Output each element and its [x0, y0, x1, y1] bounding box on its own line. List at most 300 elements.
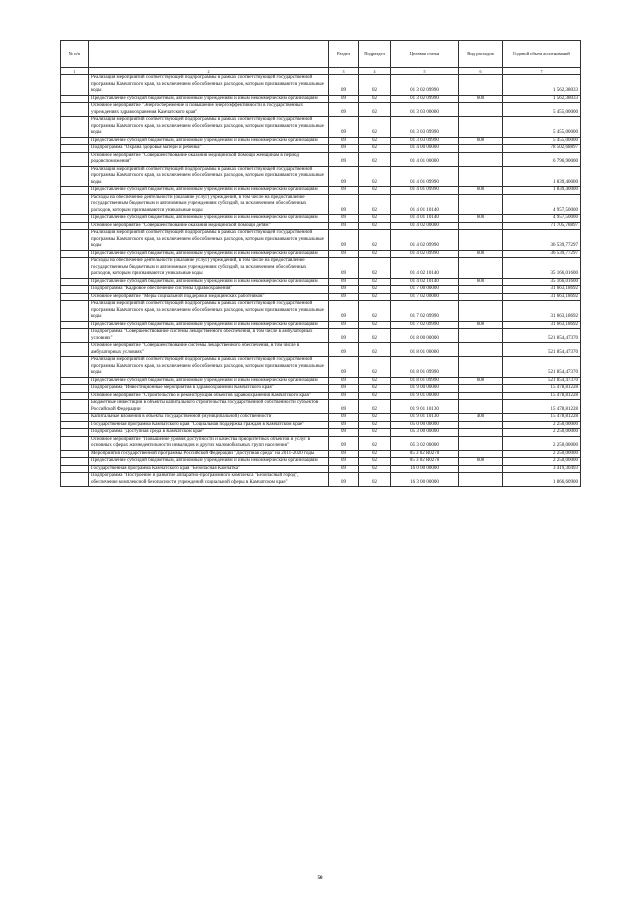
- row-section-cell: 09: [329, 230, 359, 251]
- row-number-cell: [61, 429, 89, 437]
- table-row: [61, 75, 581, 96]
- header-row: [61, 41, 581, 68]
- row-target-cell: 16 0 00 00000: [391, 465, 459, 473]
- row-expense-type-cell: [459, 152, 503, 166]
- row-subsection-cell: 02: [359, 450, 391, 458]
- row-target-cell: 01 4 02 10140: [391, 278, 459, 286]
- column-number: 7: [503, 68, 581, 75]
- row-amount-cell: 2 250,00000: [503, 421, 581, 429]
- row-expense-type-cell: [459, 258, 503, 279]
- row-section-cell: 09: [329, 75, 359, 96]
- row-target-cell: 05 3 02 R0270: [391, 458, 459, 466]
- row-expense-type-cell: [459, 194, 503, 215]
- row-expense-type-cell: 600: [459, 321, 503, 329]
- table-row: [61, 329, 581, 343]
- table-row: [61, 421, 581, 429]
- row-subsection-cell: 02: [359, 329, 391, 343]
- row-subsection-cell: 02: [359, 222, 391, 230]
- row-expense-type-cell: [459, 286, 503, 294]
- table-row: [61, 194, 581, 215]
- row-name-cell: Государственная программа Камчатского края "Социальная поддержка граждан в Камчатском крае": [89, 421, 329, 429]
- row-subsection-cell: 02: [359, 429, 391, 437]
- row-section-cell: 09: [329, 215, 359, 223]
- row-number-cell: [61, 301, 89, 322]
- row-subsection-cell: 02: [359, 392, 391, 400]
- row-section-cell: 09: [329, 286, 359, 294]
- row-target-cell: 01 3 03 00000: [391, 103, 459, 117]
- row-amount-cell: 1 562,38033: [503, 75, 581, 96]
- table-row: [61, 465, 581, 473]
- row-amount-cell: 31 663,18692: [503, 321, 581, 329]
- row-target-cell: 16 3 00 00000: [391, 473, 459, 487]
- row-expense-type-cell: 600: [459, 137, 503, 145]
- table-row: [61, 436, 581, 450]
- row-target-cell: 01 3 02 09990: [391, 95, 459, 103]
- row-amount-cell: 5 455,00000: [503, 117, 581, 138]
- table-row: [61, 137, 581, 145]
- row-section-cell: 09: [329, 117, 359, 138]
- table-row: [61, 385, 581, 393]
- row-amount-cell: 2 250,00000: [503, 429, 581, 437]
- row-subsection-cell: 02: [359, 385, 391, 393]
- row-number-cell: [61, 436, 89, 450]
- row-name-cell: Основное мероприятие "Меры социальной поддержки медицинских работников": [89, 293, 329, 301]
- row-target-cell: 01 4 02 00000: [391, 222, 459, 230]
- row-expense-type-cell: [459, 75, 503, 96]
- row-amount-cell: 5 455,00000: [503, 103, 581, 117]
- row-amount-cell: 15 478,81228: [503, 392, 581, 400]
- table-row: [61, 414, 581, 422]
- row-subsection-cell: 02: [359, 400, 391, 414]
- table-body: [61, 75, 581, 487]
- page-number: 50: [317, 876, 323, 881]
- row-amount-cell: 5 455,00000: [503, 137, 581, 145]
- row-expense-type-cell: 600: [459, 458, 503, 466]
- row-name-cell: Мероприятия государственной программы Российской Федерации "Доступная среда" на 2011-2020 годы: [89, 450, 329, 458]
- table-row: [61, 301, 581, 322]
- row-section-cell: 09: [329, 400, 359, 414]
- row-target-cell: 01 4 01 09990: [391, 187, 459, 195]
- row-amount-cell: 31 663,18692: [503, 293, 581, 301]
- row-target-cell: 05 3 02 00000: [391, 436, 459, 450]
- row-number-cell: [61, 293, 89, 301]
- row-number-cell: [61, 187, 89, 195]
- row-name-cell: Предоставление субсидий бюджетным, автономным учреждениям и иным некоммерческим организациям: [89, 95, 329, 103]
- row-number-cell: [61, 103, 89, 117]
- row-amount-cell: 1 839,40000: [503, 187, 581, 195]
- row-name-cell: Основное мероприятие "Совершенствование оказания медицинской помощи женщинам в период родовспоможения": [89, 152, 329, 166]
- row-expense-type-cell: [459, 145, 503, 153]
- row-amount-cell: 35 166,01600: [503, 258, 581, 279]
- column-number: 4: [359, 68, 391, 75]
- row-number-cell: [61, 329, 89, 343]
- row-section-cell: 09: [329, 166, 359, 187]
- row-section-cell: 09: [329, 222, 359, 230]
- row-number-cell: [61, 222, 89, 230]
- column-number: 2: [89, 68, 329, 75]
- row-amount-cell: 36 539,77297: [503, 230, 581, 251]
- row-section-cell: 09: [329, 145, 359, 153]
- row-name-cell: Основное мероприятие "Повышение уровня доступности и качества приоритетных объектов и услуг в основных сферах жизнедеятельности инвалидов и других маломобильных групп населения": [89, 436, 329, 450]
- budget-table: [60, 40, 581, 487]
- row-number-cell: [61, 473, 89, 487]
- row-number-cell: [61, 450, 89, 458]
- table-row: [61, 377, 581, 385]
- row-section-cell: 09: [329, 385, 359, 393]
- row-expense-type-cell: 600: [459, 187, 503, 195]
- row-amount-cell: 78 502,68897: [503, 145, 581, 153]
- row-amount-cell: 1 839,40000: [503, 166, 581, 187]
- row-subsection-cell: 02: [359, 414, 391, 422]
- row-name-cell: Государственная программа Камчатского края "Безопасная Камчатка": [89, 465, 329, 473]
- row-section-cell: 09: [329, 450, 359, 458]
- row-target-cell: 01 9 01 10130: [391, 400, 459, 414]
- row-number-cell: [61, 377, 89, 385]
- row-subsection-cell: 02: [359, 215, 391, 223]
- row-number-cell: [61, 166, 89, 187]
- row-target-cell: 01 4 02 09990: [391, 230, 459, 251]
- row-number-cell: [61, 458, 89, 466]
- row-target-cell: 05 0 00 00000: [391, 421, 459, 429]
- row-target-cell: 01 4 02 10140: [391, 258, 459, 279]
- row-amount-cell: 15 478,81228: [503, 414, 581, 422]
- column-number-row: [61, 68, 581, 75]
- column-number: 3: [329, 68, 359, 75]
- row-number-cell: [61, 117, 89, 138]
- row-name-cell: Подпрограмма "Построение и развитие аппаратно-программного комплекса "Безопасный город", обеспечение комплексной безопасности учреждений социальной сферы в Камчатском крае": [89, 473, 329, 487]
- table-row: [61, 321, 581, 329]
- row-section-cell: 09: [329, 414, 359, 422]
- row-number-cell: [61, 258, 89, 279]
- row-expense-type-cell: [459, 293, 503, 301]
- row-target-cell: 01 9 00 00000: [391, 385, 459, 393]
- row-amount-cell: 2 250,00000: [503, 458, 581, 466]
- row-number-cell: [61, 137, 89, 145]
- row-section-cell: 09: [329, 421, 359, 429]
- row-target-cell: 01 3 03 09990: [391, 137, 459, 145]
- header-name: [89, 41, 329, 68]
- row-section-cell: 09: [329, 278, 359, 286]
- row-subsection-cell: 02: [359, 473, 391, 487]
- row-name-cell: Расходы на обеспечение деятельности (оказание услуг) учреждений, в том числе на предоставление государственным бюджетным и автономным учреждениям субсидий, за исключением обособленных расходов, которым присваиваются уникальные коды: [89, 258, 329, 279]
- row-name-cell: Подпрограмма "Инвестиционные мероприятия в здравоохранении Камчатского края": [89, 385, 329, 393]
- row-expense-type-cell: [459, 103, 503, 117]
- table-row: [61, 286, 581, 294]
- table-row: [61, 278, 581, 286]
- row-name-cell: Основное мероприятие "Совершенствование оказания медицинской помощи детям": [89, 222, 329, 230]
- row-amount-cell: 2 250,00000: [503, 436, 581, 450]
- row-target-cell: 01 7 02 09990: [391, 321, 459, 329]
- row-section-cell: 09: [329, 250, 359, 258]
- row-name-cell: Предоставление субсидий бюджетным, автономным учреждениям и иным некоммерческим организациям: [89, 187, 329, 195]
- row-subsection-cell: 02: [359, 321, 391, 329]
- row-name-cell: Предоставление субсидий бюджетным, автономным учреждениям и иным некоммерческим организациям: [89, 215, 329, 223]
- row-expense-type-cell: [459, 230, 503, 251]
- row-section-cell: 09: [329, 293, 359, 301]
- row-subsection-cell: 02: [359, 230, 391, 251]
- table-row: [61, 187, 581, 195]
- row-name-cell: Предоставление субсидий бюджетным, автономным учреждениям и иным некоммерческим организациям: [89, 278, 329, 286]
- row-expense-type-cell: 600: [459, 278, 503, 286]
- row-name-cell: Реализация мероприятий соответствующей подпрограммы в рамках соответствующей государственной программы Камчатского края, за исключением обособленных расходов, которым присваиваются уникальные коды: [89, 166, 329, 187]
- row-target-cell: 01 3 03 09990: [391, 117, 459, 138]
- row-name-cell: Подпрограмма "Совершенствование системы лекарственного обеспечения, в том числе в амбулаторных условиях": [89, 329, 329, 343]
- row-amount-cell: 4 957,50000: [503, 194, 581, 215]
- row-target-cell: 01 9 01 00000: [391, 392, 459, 400]
- row-section-cell: 09: [329, 465, 359, 473]
- row-expense-type-cell: 400: [459, 414, 503, 422]
- row-target-cell: 01 4 01 09990: [391, 166, 459, 187]
- table-row: [61, 458, 581, 466]
- row-amount-cell: 15 478,81228: [503, 385, 581, 393]
- row-amount-cell: 521 854,47370: [503, 343, 581, 357]
- row-amount-cell: 1 562,38033: [503, 95, 581, 103]
- row-expense-type-cell: [459, 465, 503, 473]
- row-target-cell: 01 8 00 00000: [391, 329, 459, 343]
- header-section: Раздел: [329, 41, 359, 68]
- row-subsection-cell: 02: [359, 95, 391, 103]
- row-target-cell: 01 8 01 09990: [391, 357, 459, 378]
- row-subsection-cell: 02: [359, 258, 391, 279]
- row-expense-type-cell: [459, 343, 503, 357]
- row-subsection-cell: 02: [359, 137, 391, 145]
- row-amount-cell: 15 478,81228: [503, 400, 581, 414]
- table-row: [61, 230, 581, 251]
- table-row: [61, 166, 581, 187]
- row-target-cell: 01 7 02 00000: [391, 293, 459, 301]
- row-expense-type-cell: [459, 222, 503, 230]
- row-section-cell: 09: [329, 95, 359, 103]
- row-number-cell: [61, 400, 89, 414]
- table-row: [61, 473, 581, 487]
- row-target-cell: 05 3 02 R0270: [391, 450, 459, 458]
- row-number-cell: [61, 286, 89, 294]
- row-section-cell: 09: [329, 473, 359, 487]
- row-expense-type-cell: [459, 301, 503, 322]
- row-expense-type-cell: [459, 429, 503, 437]
- column-number: 1: [61, 68, 89, 75]
- row-subsection-cell: 02: [359, 301, 391, 322]
- table-row: [61, 152, 581, 166]
- row-section-cell: 09: [329, 321, 359, 329]
- row-number-cell: [61, 215, 89, 223]
- row-expense-type-cell: 600: [459, 95, 503, 103]
- row-number-cell: [61, 152, 89, 166]
- row-name-cell: Расходы на обеспечение деятельности (оказание услуг) учреждений, в том числе на предоставление государственным бюджетным и автономным учреждениям субсидий, за исключением обособленных расходов, которым присваиваются уникальные коды: [89, 194, 329, 215]
- table-row: [61, 343, 581, 357]
- row-number-cell: [61, 465, 89, 473]
- row-expense-type-cell: [459, 450, 503, 458]
- row-subsection-cell: 02: [359, 293, 391, 301]
- row-subsection-cell: 02: [359, 103, 391, 117]
- row-name-cell: Капитальные вложения в объекты государственной (муниципальной) собственности: [89, 414, 329, 422]
- row-section-cell: 09: [329, 103, 359, 117]
- row-amount-cell: 521 854,47370: [503, 357, 581, 378]
- row-number-cell: [61, 414, 89, 422]
- row-name-cell: Подпрограмма "Доступная среда в Камчатском крае": [89, 429, 329, 437]
- row-subsection-cell: 02: [359, 194, 391, 215]
- table-row: [61, 392, 581, 400]
- row-expense-type-cell: [459, 166, 503, 187]
- row-section-cell: 09: [329, 301, 359, 322]
- row-section-cell: 09: [329, 392, 359, 400]
- row-name-cell: Бюджетные инвестиции в объекты капитального строительства государственной собственности субъектов Российской Федерации: [89, 400, 329, 414]
- row-target-cell: 01 4 02 09990: [391, 250, 459, 258]
- table-row: [61, 429, 581, 437]
- row-expense-type-cell: [459, 436, 503, 450]
- row-subsection-cell: 02: [359, 152, 391, 166]
- header-subsection: Подраздел: [359, 41, 391, 68]
- row-subsection-cell: 02: [359, 458, 391, 466]
- row-amount-cell: 3 419,30493: [503, 465, 581, 473]
- row-subsection-cell: 02: [359, 75, 391, 96]
- row-subsection-cell: 02: [359, 250, 391, 258]
- row-amount-cell: 2 250,00000: [503, 450, 581, 458]
- row-name-cell: Предоставление субсидий бюджетным, автономным учреждениям и иным некоммерческим организациям: [89, 250, 329, 258]
- row-section-cell: 09: [329, 194, 359, 215]
- row-expense-type-cell: [459, 421, 503, 429]
- row-subsection-cell: 02: [359, 286, 391, 294]
- row-number-cell: [61, 321, 89, 329]
- row-name-cell: Предоставление субсидий бюджетным, автономным учреждениям и иным некоммерческим организациям: [89, 137, 329, 145]
- row-target-cell: 01 3 02 09990: [391, 75, 459, 96]
- row-expense-type-cell: 600: [459, 215, 503, 223]
- row-amount-cell: 521 854,47370: [503, 329, 581, 343]
- row-section-cell: 09: [329, 357, 359, 378]
- row-amount-cell: 31 663,18692: [503, 301, 581, 322]
- table-row: [61, 250, 581, 258]
- row-name-cell: Подпрограмма "Кадровое обеспечение системы здравоохранения": [89, 286, 329, 294]
- row-number-cell: [61, 75, 89, 96]
- row-expense-type-cell: [459, 117, 503, 138]
- table-row: [61, 293, 581, 301]
- row-expense-type-cell: [459, 473, 503, 487]
- row-number-cell: [61, 145, 89, 153]
- row-name-cell: Основное мероприятие "Совершенствование системы лекарственного обеспечения, в том числе в амбулаторных условиях": [89, 343, 329, 357]
- row-section-cell: 09: [329, 329, 359, 343]
- row-subsection-cell: 02: [359, 117, 391, 138]
- row-section-cell: 09: [329, 429, 359, 437]
- row-target-cell: 01 7 00 00000: [391, 286, 459, 294]
- row-target-cell: 01 8 01 09990: [391, 377, 459, 385]
- header-target: Целевая статья: [391, 41, 459, 68]
- row-expense-type-cell: [459, 400, 503, 414]
- row-target-cell: 01 8 01 00000: [391, 343, 459, 357]
- row-amount-cell: 1 866,60900: [503, 473, 581, 487]
- row-number-cell: [61, 392, 89, 400]
- table-row: [61, 95, 581, 103]
- row-name-cell: Основное мероприятие "Энергосбережение и повышение энергоэффективности в государственных учреждениях здравоохранения Камчатского края": [89, 103, 329, 117]
- row-name-cell: Реализация мероприятий соответствующей подпрограммы в рамках соответствующей государственной программы Камчатского края, за исключением обособленных расходов, которым присваиваются уникальные коды: [89, 75, 329, 96]
- row-number-cell: [61, 385, 89, 393]
- row-expense-type-cell: [459, 329, 503, 343]
- row-amount-cell: 36 539,77297: [503, 250, 581, 258]
- row-expense-type-cell: [459, 357, 503, 378]
- row-subsection-cell: 02: [359, 278, 391, 286]
- row-subsection-cell: 02: [359, 187, 391, 195]
- row-section-cell: 09: [329, 436, 359, 450]
- table-row: [61, 222, 581, 230]
- table-row: [61, 450, 581, 458]
- row-number-cell: [61, 250, 89, 258]
- column-number: 6: [459, 68, 503, 75]
- row-name-cell: Подпрограмма "Охрана здоровья матери и ребенка": [89, 145, 329, 153]
- row-name-cell: Реализация мероприятий соответствующей подпрограммы в рамках соответствующей государственной программы Камчатского края, за исключением обособленных расходов, которым присваиваются уникальные коды: [89, 301, 329, 322]
- table-row: [61, 258, 581, 279]
- row-target-cell: 01 4 01 00000: [391, 152, 459, 166]
- row-number-cell: [61, 194, 89, 215]
- row-target-cell: 01 4 01 10140: [391, 194, 459, 215]
- row-number-cell: [61, 343, 89, 357]
- row-target-cell: 01 7 02 09990: [391, 301, 459, 322]
- row-expense-type-cell: [459, 385, 503, 393]
- row-expense-type-cell: 600: [459, 250, 503, 258]
- row-name-cell: Предоставление субсидий бюджетным, автономным учреждениям и иным некоммерческим организациям: [89, 377, 329, 385]
- row-section-cell: 09: [329, 258, 359, 279]
- row-subsection-cell: 02: [359, 436, 391, 450]
- row-name-cell: Реализация мероприятий соответствующей подпрограммы в рамках соответствующей государственной программы Камчатского края, за исключением обособленных расходов, которым присваиваются уникальные коды: [89, 357, 329, 378]
- row-target-cell: 01 4 00 00000: [391, 145, 459, 153]
- row-section-cell: 09: [329, 377, 359, 385]
- table-row: [61, 215, 581, 223]
- header-expense-type: Вид расходов: [459, 41, 503, 68]
- row-number-cell: [61, 95, 89, 103]
- row-section-cell: 09: [329, 152, 359, 166]
- row-amount-cell: 4 957,50000: [503, 215, 581, 223]
- table-row: [61, 103, 581, 117]
- row-amount-cell: 35 166,01600: [503, 278, 581, 286]
- row-number-cell: [61, 230, 89, 251]
- header-amount: Годовой объем ассигнований: [503, 41, 581, 68]
- row-target-cell: 01 4 01 10140: [391, 215, 459, 223]
- row-subsection-cell: 02: [359, 421, 391, 429]
- table-row: [61, 400, 581, 414]
- header-num: № п/п: [61, 41, 89, 68]
- row-amount-cell: 71 705,78897: [503, 222, 581, 230]
- table-row: [61, 145, 581, 153]
- row-name-cell: Реализация мероприятий соответствующей подпрограммы в рамках соответствующей государственной программы Камчатского края, за исключением обособленных расходов, которым присваиваются уникальные коды: [89, 117, 329, 138]
- row-name-cell: Реализация мероприятий соответствующей подпрограммы в рамках соответствующей государственной программы Камчатского края, за исключением обособленных расходов, которым присваиваются уникальные коды: [89, 230, 329, 251]
- row-target-cell: 01 9 01 10130: [391, 414, 459, 422]
- row-amount-cell: 521 854,47370: [503, 377, 581, 385]
- row-number-cell: [61, 278, 89, 286]
- row-subsection-cell: 02: [359, 145, 391, 153]
- budget-page: [60, 40, 580, 487]
- table-row: [61, 117, 581, 138]
- row-section-cell: 09: [329, 458, 359, 466]
- row-section-cell: 09: [329, 187, 359, 195]
- column-number: 5: [391, 68, 459, 75]
- row-subsection-cell: 02: [359, 357, 391, 378]
- row-expense-type-cell: [459, 392, 503, 400]
- row-subsection-cell: 02: [359, 465, 391, 473]
- row-expense-type-cell: 600: [459, 377, 503, 385]
- table-row: [61, 357, 581, 378]
- row-number-cell: [61, 421, 89, 429]
- row-section-cell: 09: [329, 343, 359, 357]
- row-subsection-cell: 02: [359, 166, 391, 187]
- row-subsection-cell: 02: [359, 343, 391, 357]
- row-section-cell: 09: [329, 137, 359, 145]
- row-target-cell: 05 3 00 00000: [391, 429, 459, 437]
- row-name-cell: Основное мероприятие "Строительство и реконструкция объектов здравоохранения Камчатского края": [89, 392, 329, 400]
- row-amount-cell: 31 663,18692: [503, 286, 581, 294]
- row-name-cell: Предоставление субсидий бюджетным, автономным учреждениям и иным некоммерческим организациям: [89, 458, 329, 466]
- row-number-cell: [61, 357, 89, 378]
- row-name-cell: Предоставление субсидий бюджетным, автономным учреждениям и иным некоммерческим организациям: [89, 321, 329, 329]
- row-amount-cell: 6 796,90000: [503, 152, 581, 166]
- row-subsection-cell: 02: [359, 377, 391, 385]
